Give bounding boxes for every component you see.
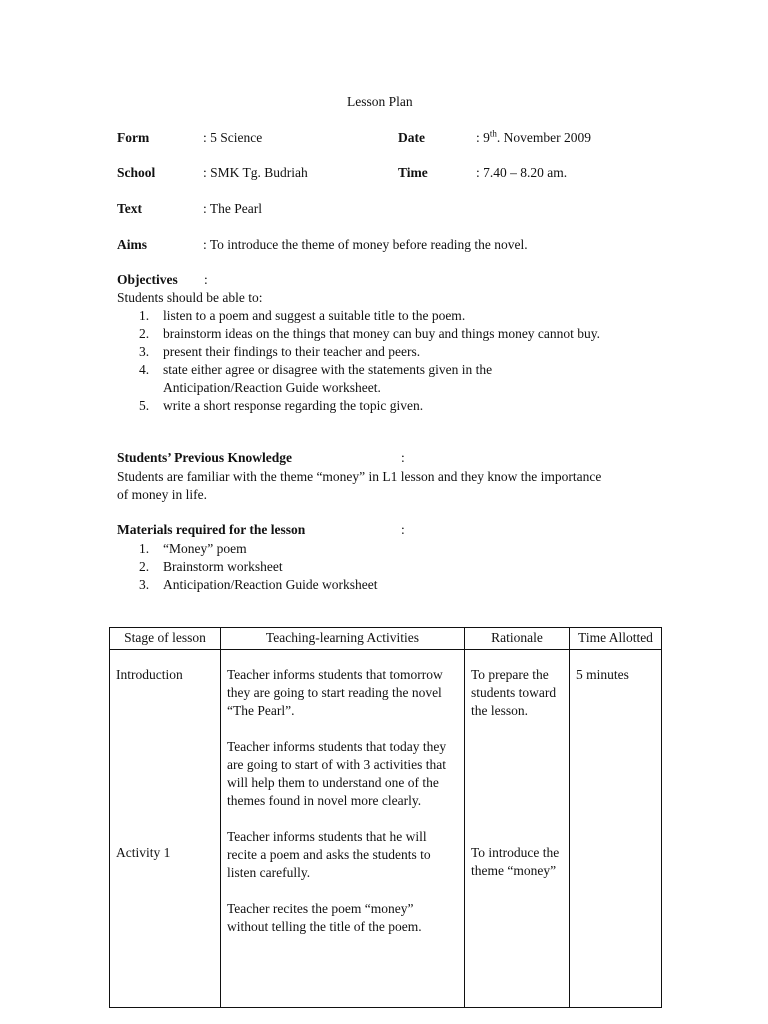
cell-rationale: To prepare the students toward the lesson. To introduce the theme “money” xyxy=(465,650,570,1008)
date-label: Date xyxy=(398,130,425,145)
objectives-heading: Objectives xyxy=(117,272,178,287)
header-stage: Stage of lesson xyxy=(110,628,221,650)
cell-stage: Introduction Activity 1 xyxy=(110,650,221,1008)
school-label: School xyxy=(117,165,156,180)
list-item: 3. present their findings to their teacher and peers. xyxy=(139,344,421,359)
text-value: : The Pearl xyxy=(203,201,262,216)
lesson-table xyxy=(109,627,662,1008)
list-item: 5. write a short response regarding the topic given. xyxy=(139,398,424,413)
materials-heading: Materials required for the lesson xyxy=(117,522,306,537)
list-item: 2. Brainstorm worksheet xyxy=(139,559,283,574)
objectives-intro: Students should be able to: xyxy=(117,290,263,305)
list-item: 3. Anticipation/Reaction Guide worksheet xyxy=(139,577,378,592)
page-title: Lesson Plan xyxy=(347,94,413,109)
date-value: : 9th. November 2009 xyxy=(476,128,592,145)
form-value: : 5 Science xyxy=(203,130,263,145)
time-label: Time xyxy=(398,165,428,180)
aims-label: Aims xyxy=(117,237,147,252)
aims-value: : To introduce the theme of money before reading the novel. xyxy=(203,237,528,252)
table-header-row xyxy=(110,628,662,650)
previous-knowledge-colon: : xyxy=(401,450,405,465)
previous-knowledge-text: Students are familiar with the theme “money” in L1 lesson and they know the importance of money in life. xyxy=(117,469,602,502)
cell-time: 5 minutes xyxy=(570,650,662,1008)
school-value: : SMK Tg. Budriah xyxy=(203,165,308,180)
table-row xyxy=(110,650,662,1008)
time-value: : 7.40 – 8.20 am. xyxy=(476,165,568,180)
cell-activities: Teacher informs students that tomorrow they are going to start reading the novel “The Pearl”. Teacher informs students that today they are going to start of with 3 activities that will help them to understand one of the themes found in novel more clearly. Teacher informs students that he will recite a poem and asks the students to listen carefully. Teacher recites the poem “money” without telling the title of the poem. xyxy=(221,650,465,1008)
header-rationale: Rationale xyxy=(465,628,570,650)
objectives-colon: : xyxy=(204,272,208,287)
list-item: 4. state either agree or disagree with the statements given in the Anticipation/Reaction Guide worksheet. xyxy=(139,362,493,395)
list-item: 2. brainstorm ideas on the things that money can buy and things money cannot buy. xyxy=(139,326,601,341)
list-item: 1. listen to a poem and suggest a suitable title to the poem. xyxy=(139,308,466,323)
header-activities: Teaching-learning Activities xyxy=(221,628,465,650)
list-item: 1. “Money” poem xyxy=(139,541,247,556)
materials-colon: : xyxy=(401,522,405,537)
materials-list xyxy=(117,540,677,594)
previous-knowledge-heading: Students’ Previous Knowledge xyxy=(117,450,293,465)
objectives-list xyxy=(117,307,677,415)
header-time: Time Allotted xyxy=(570,628,662,650)
text-label: Text xyxy=(117,201,143,216)
form-label: Form xyxy=(117,130,150,145)
